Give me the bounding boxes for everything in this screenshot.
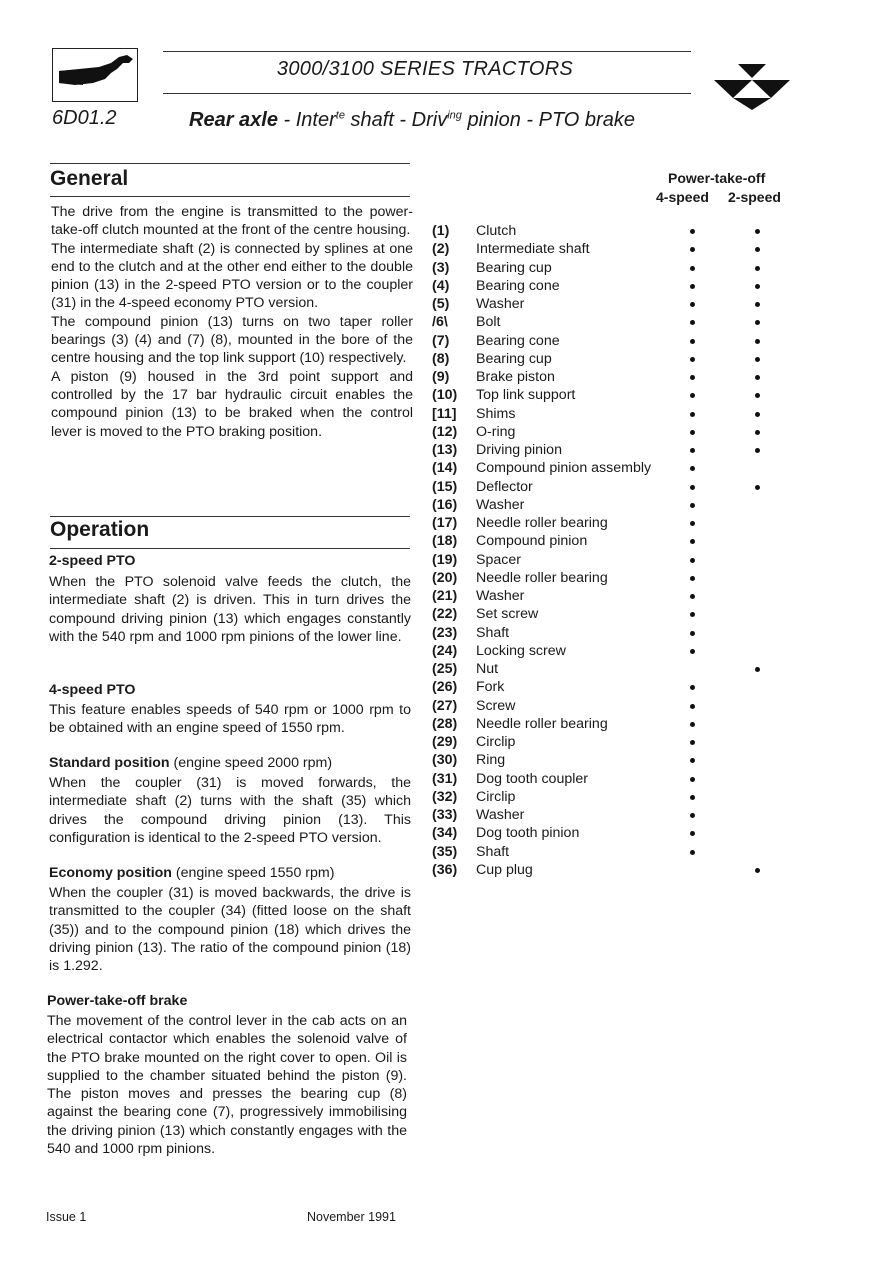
parts-row xyxy=(432,788,832,806)
part-number: (2) xyxy=(432,241,450,258)
applies-4-speed-dot xyxy=(690,339,695,344)
part-number: (34) xyxy=(432,825,458,842)
parts-row xyxy=(432,259,832,277)
part-number: (20) xyxy=(432,569,458,586)
part-name: Bearing cup xyxy=(476,259,552,276)
applies-2-speed-dot xyxy=(755,284,760,289)
part-number: (32) xyxy=(432,788,458,805)
part-name: Shims xyxy=(476,405,516,422)
applies-4-speed-dot xyxy=(690,266,695,271)
subtitle-part: shaft - Driv xyxy=(344,109,448,131)
parts-list xyxy=(432,222,832,879)
parts-row xyxy=(432,861,832,879)
subtitle-part: pinion - PTO brake xyxy=(461,109,635,131)
parts-row xyxy=(432,496,832,514)
part-name: Deflector xyxy=(476,478,533,495)
standard-title-rest: (engine speed 2000 rpm) xyxy=(169,755,333,771)
applies-4-speed-dot xyxy=(690,594,695,599)
parts-row xyxy=(432,277,832,295)
part-name: Nut xyxy=(476,661,499,677)
applies-2-speed-dot xyxy=(755,357,760,362)
part-number: (16) xyxy=(432,496,458,513)
parts-row xyxy=(432,569,832,587)
part-name: Compound pinion xyxy=(476,533,588,550)
part-name: Bearing cone xyxy=(476,277,560,294)
part-name: Dog tooth coupler xyxy=(476,770,588,787)
part-name: Washer xyxy=(476,296,525,312)
applies-4-speed-dot xyxy=(690,485,695,490)
part-number: (27) xyxy=(432,697,458,714)
applies-4-speed-dot xyxy=(690,740,695,745)
part-name: Needle roller bearing xyxy=(476,515,608,531)
two-speed-title: 2-speed PTO xyxy=(49,553,136,569)
header-rule-bottom xyxy=(163,93,691,94)
document-code: 6D01.2 xyxy=(52,107,117,129)
applies-2-speed-dot xyxy=(755,412,760,417)
parts-row xyxy=(432,843,832,861)
part-number: (4) xyxy=(432,277,450,294)
parts-row xyxy=(432,514,832,532)
parts-row xyxy=(432,532,832,550)
parts-row xyxy=(432,222,832,240)
applies-4-speed-dot xyxy=(690,320,695,325)
part-number: (17) xyxy=(432,515,458,531)
applies-4-speed-dot xyxy=(690,430,695,435)
part-number: (29) xyxy=(432,734,458,750)
economy-position-title xyxy=(49,865,334,881)
subtitle-sup: ing xyxy=(447,109,462,122)
applies-4-speed-dot xyxy=(690,722,695,727)
part-name: Shaft xyxy=(476,843,510,860)
applies-4-speed-dot xyxy=(690,521,695,526)
applies-4-speed-dot xyxy=(690,466,695,471)
part-number: (36) xyxy=(432,861,458,878)
hand-wrench-icon xyxy=(53,49,137,101)
brake-text: The movement of the control lever in the cab acts on an electrical contactor which enables the solenoid valve of the PTO brake mounted on the right cover to open. Oil is supplied to the chamber situated behind the piston (9). The piston moves and presses the bearing cup (8) against the bearing cone (7), progressively immobilising the driving pinion (13) which constantly engages with the 540 and 1000 rpm pinions. xyxy=(47,1013,407,1158)
part-number: (7) xyxy=(432,332,450,349)
economy-title-rest: (engine speed 1550 rpm) xyxy=(171,865,335,881)
standard-title-bold: Standard position xyxy=(49,755,170,771)
general-heading: General xyxy=(50,167,129,190)
applies-4-speed-dot xyxy=(690,795,695,800)
parts-row xyxy=(432,824,832,842)
applies-4-speed-dot xyxy=(690,393,695,398)
four-speed-title: 4-speed PTO xyxy=(49,682,136,698)
part-name: Shaft xyxy=(476,624,510,641)
applies-4-speed-dot xyxy=(690,247,695,252)
issue-label: Issue 1 xyxy=(46,1210,87,1224)
part-name: Bolt xyxy=(476,314,501,331)
part-number: (28) xyxy=(432,715,458,732)
applies-2-speed-dot xyxy=(755,339,760,344)
general-paragraph: A piston (9) housed in the 3rd point support and controlled by the 17 bar hydraulic circuit enables the compound pinion (13) to be braked when the control lever is moved to the PTO braking position. xyxy=(51,368,413,440)
part-name: Circlip xyxy=(476,734,516,750)
part-name: Brake piston xyxy=(476,369,555,385)
standard-position-title xyxy=(49,755,332,771)
parts-row xyxy=(432,733,832,751)
column-4-speed: 4-speed xyxy=(656,189,709,205)
column-2-speed: 2-speed xyxy=(728,189,781,205)
applies-2-speed-dot xyxy=(755,247,760,252)
applies-4-speed-dot xyxy=(690,831,695,836)
parts-row xyxy=(432,332,832,350)
parts-row xyxy=(432,642,832,660)
economy-position-text: When the coupler (31) is moved backwards, the drive is transmitted to the coupler (34) (fitted loose on the shaft (35)) and to the compound pinion (18) which drives the driving pinion (13). The ratio of the compound pinion (18) is 1.292. xyxy=(49,885,411,975)
subtitle-bold: Rear axle xyxy=(189,109,278,131)
part-name: O-ring xyxy=(476,423,516,440)
parts-row xyxy=(432,350,832,368)
applies-2-speed-dot xyxy=(755,448,760,453)
series-title: 3000/3100 SERIES TRACTORS xyxy=(276,58,574,80)
part-number: (24) xyxy=(432,642,458,659)
economy-title-bold: Economy position xyxy=(49,865,172,881)
part-name: Bearing cup xyxy=(476,350,552,367)
part-number: (33) xyxy=(432,807,458,823)
applies-4-speed-dot xyxy=(690,558,695,563)
brand-logo xyxy=(712,64,792,110)
part-name: Cup plug xyxy=(476,861,533,878)
part-number: [11] xyxy=(432,405,457,422)
part-name: Dog tooth pinion xyxy=(476,825,580,842)
part-name: Circlip xyxy=(476,788,516,805)
part-number: /6\ xyxy=(432,314,448,331)
applies-2-speed-dot xyxy=(755,667,760,672)
part-number: (14) xyxy=(432,460,458,477)
part-name: Spacer xyxy=(476,551,521,568)
part-number: (13) xyxy=(432,442,458,458)
part-name: Washer xyxy=(476,588,525,604)
four-speed-text: This feature enables speeds of 540 rpm or 1000 rpm to be obtained with an engine speed of 1550 rpm. xyxy=(49,702,411,737)
general-rule-bottom xyxy=(50,196,410,197)
parts-row xyxy=(432,806,832,824)
part-number: (15) xyxy=(432,478,458,495)
part-name: Driving pinion xyxy=(476,442,562,458)
service-logo xyxy=(52,48,138,102)
applies-2-speed-dot xyxy=(755,229,760,234)
header-rule-top xyxy=(163,51,691,52)
part-number: (9) xyxy=(432,369,450,385)
page-subtitle xyxy=(189,109,635,132)
parts-row xyxy=(432,295,832,313)
parts-row xyxy=(432,240,832,258)
applies-4-speed-dot xyxy=(690,813,695,818)
parts-row xyxy=(432,751,832,769)
part-number: (35) xyxy=(432,843,458,860)
parts-row xyxy=(432,624,832,642)
two-speed-text: When the PTO solenoid valve feeds the clutch, the intermediate shaft (2) is driven. This in turn drives the compound driving pinion (13) which engages constantly with the 540 rpm and 1000 rpm pinions of the lower line. xyxy=(49,574,411,645)
parts-row xyxy=(432,478,832,496)
applies-4-speed-dot xyxy=(690,612,695,617)
part-number: (31) xyxy=(432,770,458,787)
part-name: Bearing cone xyxy=(476,332,560,349)
applies-2-speed-dot xyxy=(755,393,760,398)
general-paragraph: The compound pinion (13) turns on two taper roller bearings (3) (4) and (7) (8), mounted in the bore of the centre housing and the top link support (10) respectively. xyxy=(51,313,413,367)
applies-2-speed-dot xyxy=(755,485,760,490)
part-number: (1) xyxy=(432,223,450,239)
applies-4-speed-dot xyxy=(690,229,695,234)
applies-2-speed-dot xyxy=(755,266,760,271)
part-name: Clutch xyxy=(476,223,517,239)
general-text xyxy=(51,203,413,441)
parts-row xyxy=(432,715,832,733)
applies-2-speed-dot xyxy=(755,430,760,435)
part-number: (23) xyxy=(432,624,458,641)
general-paragraph: The drive from the engine is transmitted to the power-take-off clutch mounted at the front of the centre housing. xyxy=(51,204,413,239)
parts-row xyxy=(432,313,832,331)
part-name: Screw xyxy=(476,697,516,714)
parts-row xyxy=(432,697,832,715)
applies-2-speed-dot xyxy=(755,868,760,873)
parts-row xyxy=(432,386,832,404)
part-number: (10) xyxy=(432,387,458,404)
parts-row xyxy=(432,770,832,788)
part-number: (25) xyxy=(432,661,458,677)
part-number: (19) xyxy=(432,551,458,568)
pto-group-header: Power-take-off xyxy=(668,170,766,186)
applies-4-speed-dot xyxy=(690,412,695,417)
part-name: Needle roller bearing xyxy=(476,569,608,586)
issue-date: November 1991 xyxy=(307,1210,396,1224)
part-number: (26) xyxy=(432,679,458,696)
part-name: Fork xyxy=(476,679,505,696)
part-name: Washer xyxy=(476,807,525,823)
parts-row xyxy=(432,660,832,678)
applies-4-speed-dot xyxy=(690,685,695,690)
part-name: Top link support xyxy=(476,387,576,404)
part-name: Compound pinion assembly xyxy=(476,460,652,477)
applies-4-speed-dot xyxy=(690,704,695,709)
applies-2-speed-dot xyxy=(755,302,760,307)
parts-row xyxy=(432,459,832,477)
applies-2-speed-dot xyxy=(755,320,760,325)
applies-4-speed-dot xyxy=(690,631,695,636)
part-number: (8) xyxy=(432,350,450,367)
part-number: (5) xyxy=(432,296,450,312)
part-name: Needle roller bearing xyxy=(476,715,608,732)
applies-4-speed-dot xyxy=(690,777,695,782)
applies-4-speed-dot xyxy=(690,503,695,508)
operation-rule-top xyxy=(50,516,410,517)
applies-4-speed-dot xyxy=(690,448,695,453)
subtitle-part: - Inter xyxy=(277,109,336,131)
parts-row xyxy=(432,368,832,386)
part-name: Locking screw xyxy=(476,642,566,659)
part-number: (22) xyxy=(432,606,458,623)
part-number: (30) xyxy=(432,752,458,769)
operation-rule-bottom xyxy=(50,548,410,549)
parts-row xyxy=(432,605,832,623)
standard-position-text: When the coupler (31) is moved forwards, the intermediate shaft (2) turns with the shaft (35) which drives the compound driving pinion (13). This configuration is identical to the 2-speed PTO version. xyxy=(49,775,411,846)
applies-4-speed-dot xyxy=(690,649,695,654)
parts-row xyxy=(432,551,832,569)
applies-4-speed-dot xyxy=(690,850,695,855)
applies-4-speed-dot xyxy=(690,539,695,544)
applies-4-speed-dot xyxy=(690,576,695,581)
applies-2-speed-dot xyxy=(755,375,760,380)
parts-row xyxy=(432,423,832,441)
applies-4-speed-dot xyxy=(690,357,695,362)
part-number: (18) xyxy=(432,533,458,550)
applies-4-speed-dot xyxy=(690,284,695,289)
parts-row xyxy=(432,405,832,423)
part-number: (21) xyxy=(432,588,458,604)
subtitle-sup: te xyxy=(335,109,345,122)
parts-row xyxy=(432,441,832,459)
general-paragraph: The intermediate shaft (2) is connected by splines at one end to the clutch and at the other end either to the double pinion (13) in the 2-speed PTO version or to the coupler (31) in the 4-speed economy PTO version. xyxy=(51,240,413,312)
triple-triangle-logo-icon xyxy=(712,64,792,110)
part-name: Intermediate shaft xyxy=(476,241,590,258)
part-name: Washer xyxy=(476,496,525,513)
parts-row xyxy=(432,678,832,696)
brake-title: Power-take-off brake xyxy=(47,993,188,1009)
part-number: (3) xyxy=(432,259,450,276)
part-name: Set screw xyxy=(476,606,539,623)
applies-4-speed-dot xyxy=(690,302,695,307)
general-rule-top xyxy=(50,163,410,164)
operation-heading: Operation xyxy=(50,518,150,541)
applies-4-speed-dot xyxy=(690,375,695,380)
part-number: (12) xyxy=(432,423,458,440)
part-name: Ring xyxy=(476,752,506,769)
applies-4-speed-dot xyxy=(690,758,695,763)
parts-row xyxy=(432,587,832,605)
